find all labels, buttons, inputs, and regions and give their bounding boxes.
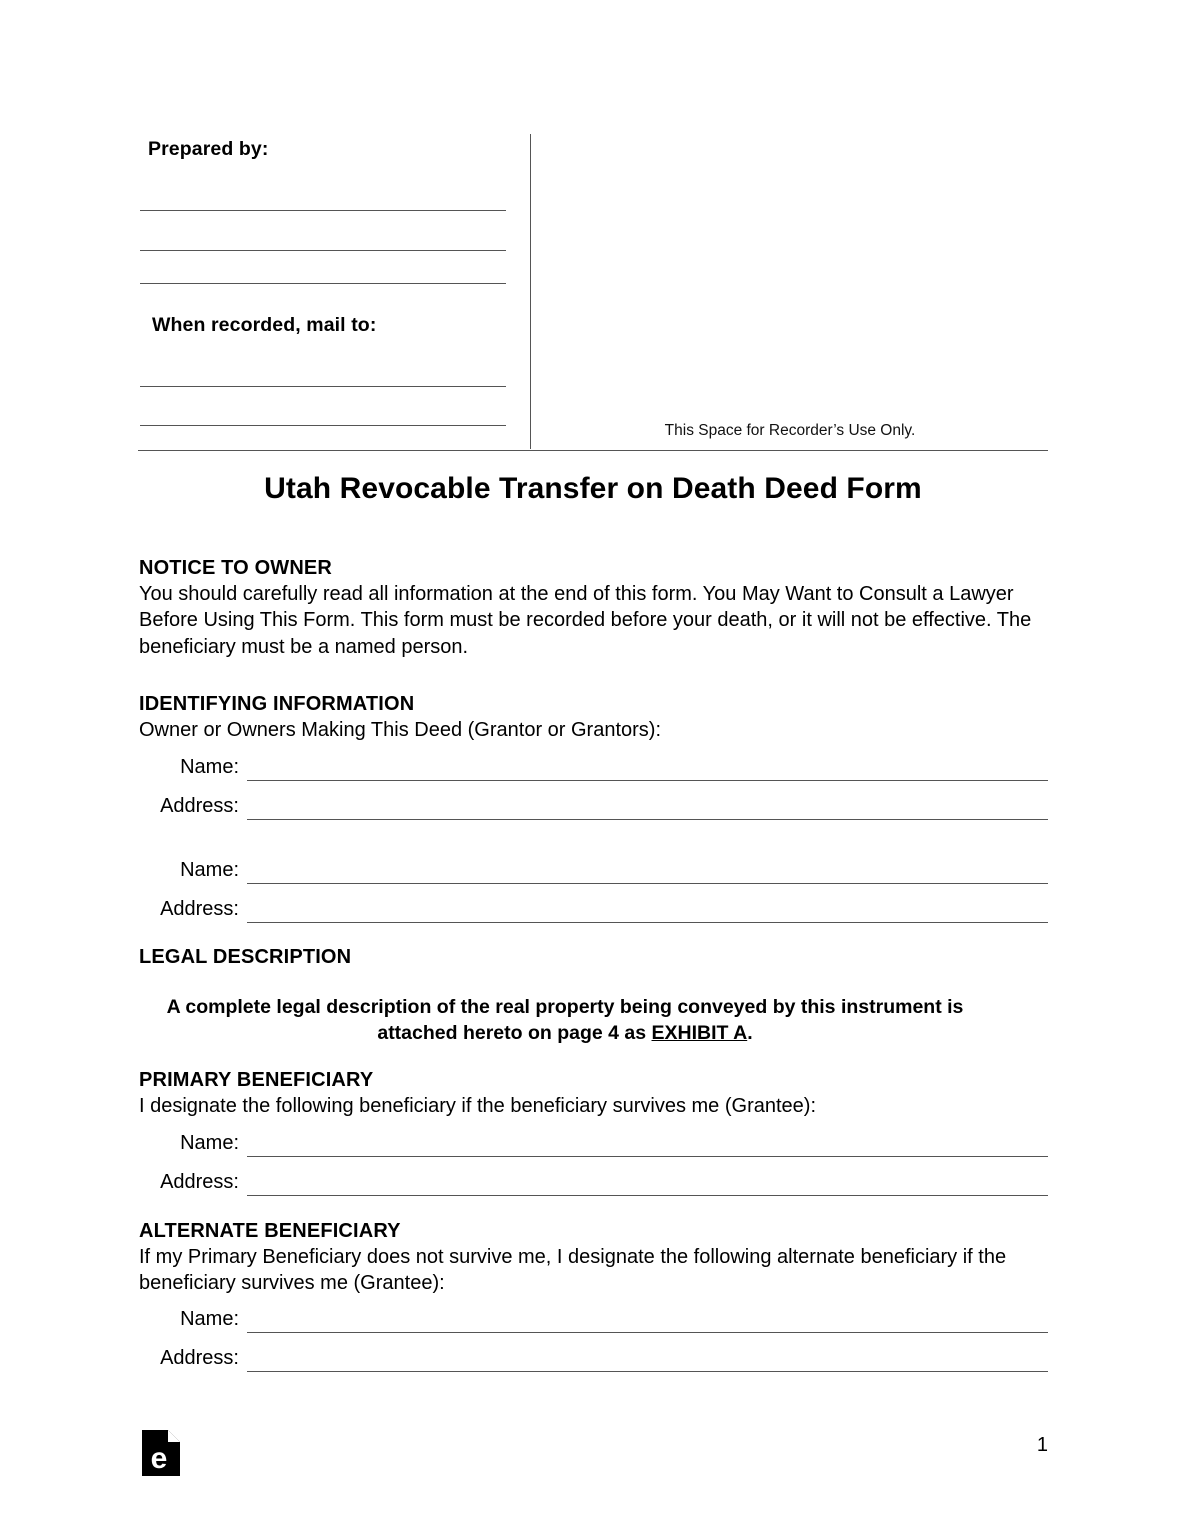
owner2-name-label: Name: xyxy=(180,859,239,881)
primary-name-label: Name: xyxy=(180,1132,239,1154)
page-number: 1 xyxy=(1036,1434,1048,1456)
identifying-body: Owner or Owners Making This Deed (Grantor or Grantors): xyxy=(139,719,662,741)
section-notice-to-owner xyxy=(139,556,1047,660)
alternate-name-label: Name: xyxy=(180,1308,239,1330)
recorder-right-column xyxy=(532,132,1048,450)
prepared-by-line-2[interactable] xyxy=(140,250,506,251)
legal-statement-part2: . xyxy=(747,1022,753,1045)
owner1-name-label: Name: xyxy=(180,756,239,778)
legal-statement-exhibit: EXHIBIT A xyxy=(651,1022,748,1045)
alternate-name-input[interactable] xyxy=(247,1332,1048,1333)
section-legal-description xyxy=(139,945,1047,970)
primary-address-label: Address: xyxy=(160,1171,239,1193)
prepared-by-line-1[interactable] xyxy=(140,210,506,211)
notice-heading: NOTICE TO OWNER xyxy=(139,557,332,579)
section-primary-beneficiary xyxy=(139,1068,1047,1119)
primary-beneficiary-body: I designate the following beneficiary if the beneficiary survives me (Grantee): xyxy=(139,1095,817,1117)
field-row-owner1-name[interactable] xyxy=(139,753,1048,793)
eforms-logo-icon[interactable] xyxy=(140,1428,182,1478)
header-horizontal-rule xyxy=(138,450,1048,451)
primary-beneficiary-heading: PRIMARY BENEFICIARY xyxy=(139,1069,374,1091)
legal-description-statement xyxy=(160,994,970,1047)
identifying-heading: IDENTIFYING INFORMATION xyxy=(139,693,415,715)
field-row-owner2-name[interactable] xyxy=(139,856,1048,896)
field-row-primary-address[interactable] xyxy=(139,1168,1048,1208)
owner2-address-input[interactable] xyxy=(247,922,1048,923)
recorder-space-note: This Space for Recorder’s Use Only. xyxy=(664,422,916,439)
field-row-owner2-address[interactable] xyxy=(139,895,1048,935)
recorder-left-column xyxy=(138,132,530,450)
owner1-address-input[interactable] xyxy=(247,819,1048,820)
notice-body: You should carefully read all information at the end of this form. You May Want to Consult a Lawyer Before Using This Form. This form must be recorded before your death, or it will not be effective. The beneficiary must be a named person. xyxy=(139,583,1032,658)
page-title: Utah Revocable Transfer on Death Deed Form xyxy=(264,472,922,505)
alternate-beneficiary-body: If my Primary Beneficiary does not survive me, I designate the following alternate beneficiary if the beneficiary survives me (Grantee): xyxy=(139,1246,1007,1295)
field-row-primary-name[interactable] xyxy=(139,1129,1048,1169)
section-alternate-beneficiary xyxy=(139,1219,1047,1297)
owner2-name-input[interactable] xyxy=(247,883,1048,884)
owner1-address-label: Address: xyxy=(160,795,239,817)
field-row-alternate-name[interactable] xyxy=(139,1305,1048,1345)
legal-statement-part1: A complete legal description of the real property being conveyed by this instrument is attached hereto on page 4 as xyxy=(166,996,964,1045)
owner2-address-label: Address: xyxy=(160,898,239,920)
owner1-name-input[interactable] xyxy=(247,780,1048,781)
svg-text:e: e xyxy=(150,1442,168,1475)
primary-name-input[interactable] xyxy=(247,1156,1048,1157)
mail-to-line-2[interactable] xyxy=(140,425,506,426)
recorder-vertical-divider xyxy=(530,134,531,449)
alternate-address-input[interactable] xyxy=(247,1371,1048,1372)
when-recorded-mail-to-label: When recorded, mail to: xyxy=(152,314,377,336)
prepared-by-label: Prepared by: xyxy=(148,138,269,160)
prepared-by-line-3[interactable] xyxy=(140,283,506,284)
primary-address-input[interactable] xyxy=(247,1195,1048,1196)
alternate-address-label: Address: xyxy=(160,1347,239,1369)
recorder-header-block xyxy=(138,132,1048,450)
alternate-beneficiary-heading: ALTERNATE BENEFICIARY xyxy=(139,1220,401,1242)
section-identifying-information xyxy=(139,692,1047,743)
mail-to-line-1[interactable] xyxy=(140,386,506,387)
legal-description-heading: LEGAL DESCRIPTION xyxy=(139,946,352,968)
field-row-owner1-address[interactable] xyxy=(139,792,1048,832)
field-row-alternate-address[interactable] xyxy=(139,1344,1048,1384)
